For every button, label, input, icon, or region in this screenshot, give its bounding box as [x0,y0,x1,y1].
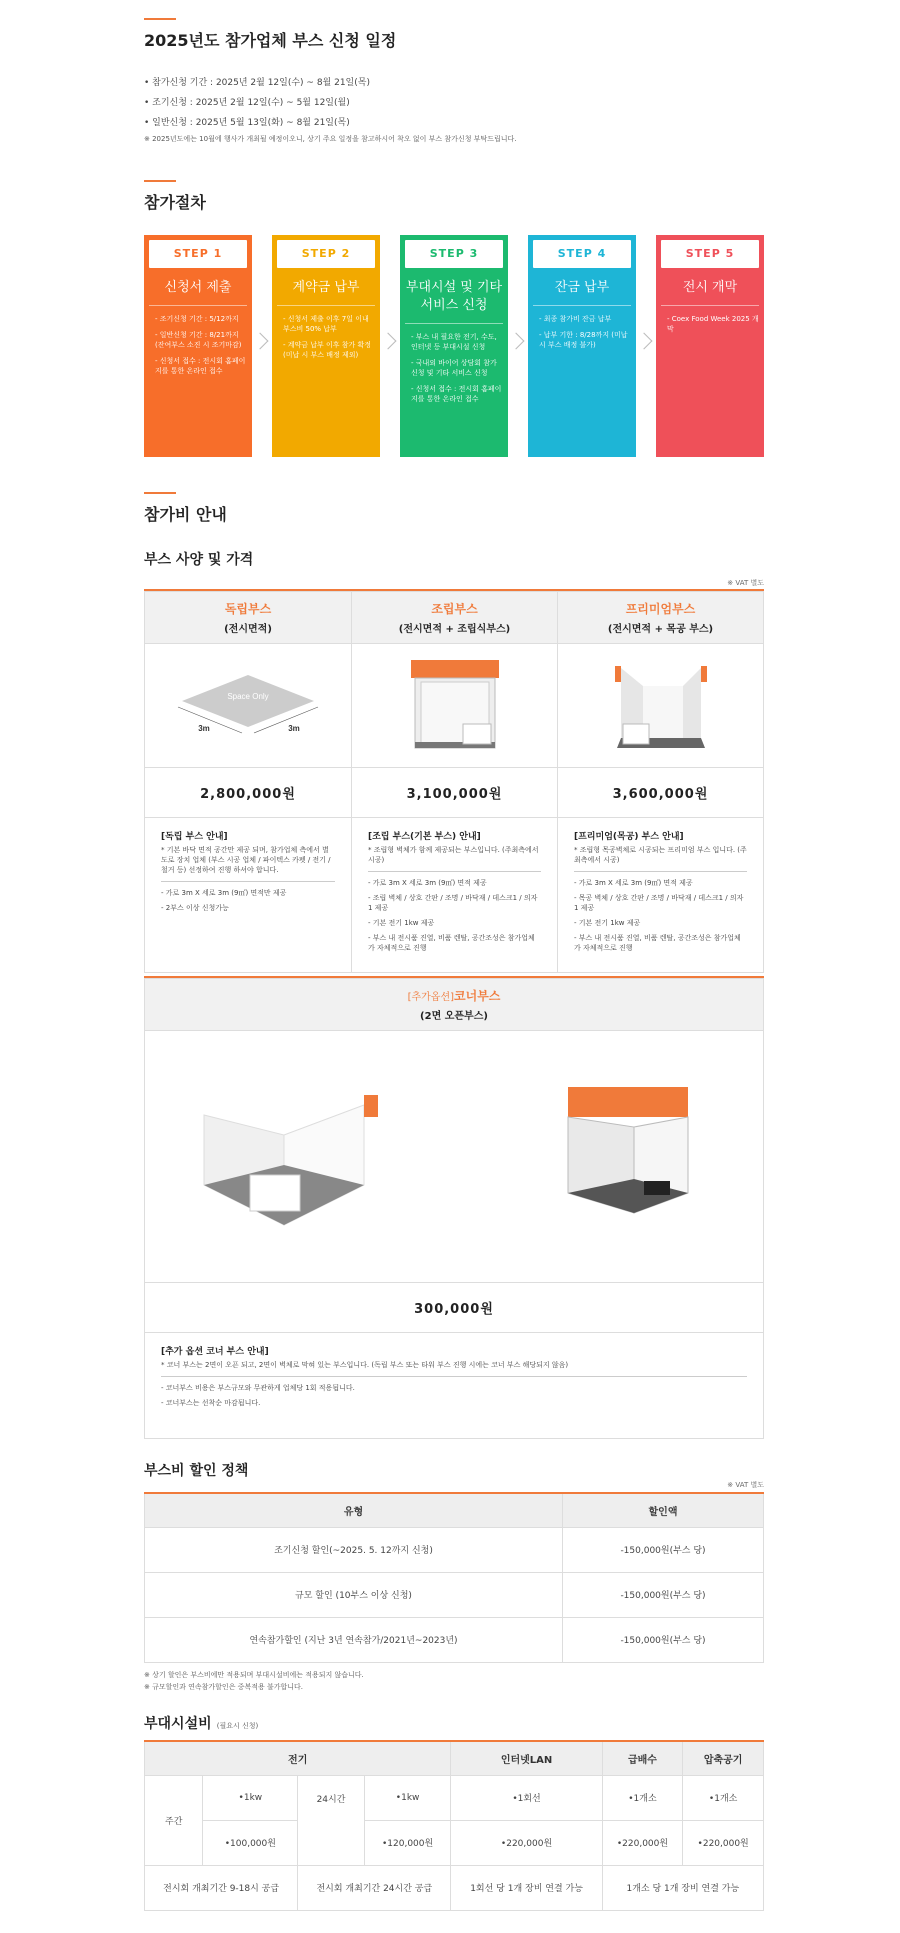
table-row [145,1572,764,1617]
info-item: - 부스 내 전시품 진열, 비품 렌탈, 공간조성은 참가업체가 자체적으로 진행 [574,934,741,952]
step-item: - 일반신청 기간 : 8/21까지 (잔여부스 소진 시 조기마감) [155,331,242,349]
table-header: 압축공기 [683,1741,764,1775]
dimension-label: 3m [198,723,210,733]
step-item: - 국내외 바이어 상담회 참가 신청 및 기타 서비스 신청 [411,359,497,377]
info-item: - 2부스 이상 신청가능 [161,904,229,912]
discount-section [144,1460,763,1480]
corner-prefix: [추가옵션] [407,992,455,1003]
table-cell: 연속참가할인 (지난 3년 연속참가/2021년~2023년) [145,1617,563,1662]
vat-note: ※ VAT 별도 [727,1481,764,1489]
corner-name: 코너부스 [454,989,501,1003]
table-row [145,1820,764,1865]
booth-table [144,589,764,973]
step-item: - 조기신청 기간 : 5/12까지 [155,315,239,323]
procedure-section [144,180,763,213]
info-title: [추가 옵션 코너 부스 안내] [161,1347,269,1357]
price-unit: 원 [282,787,296,802]
dimension-label: 3m [288,723,300,733]
booth-header [558,592,764,644]
table-cell: •1개소 [602,1775,683,1820]
space-only-image [145,644,352,768]
fee-section [144,492,763,569]
corner-booth-images [145,1031,764,1283]
table-cell: •220,000원 [451,1820,602,1865]
booth-info [352,818,558,973]
step-card [400,235,508,457]
step-card [144,235,252,457]
info-item: - 기본 전기 1kw 제공 [574,919,641,927]
info-title: [프리미엄(목공) 부스 안내] [574,832,684,842]
chevron-right-icon [252,333,269,350]
booth-header [352,592,558,644]
info-item: - 가로 3m X 세로 3m (9㎡) 면적 제공 [574,879,693,887]
info-item: - 가로 3m X 세로 3m (9㎡) 면적 제공 [368,879,487,887]
table-cell: -150,000원(부스 당) [563,1527,764,1572]
table-cell: 전시회 개최기간 9-18시 공급 [145,1865,298,1910]
info-item: - 부스 내 전시품 진열, 비품 렌탈, 공간조성은 참가업체가 자체적으로 진행 [368,934,535,952]
list-item: • 일반신청 : 2025년 5월 13일(화) ~ 8월 21일(목) [144,118,350,128]
corner-header [145,979,764,1031]
info-item: - 코너부스 비용은 부스규모와 무관하게 업체당 1회 적용됩니다. [161,1384,355,1392]
step-item: - 신청서 제출 이후 7일 이내 부스비 50% 납부 [283,315,369,333]
price-value: 3,600,000 [612,787,695,802]
list-item: • 참가신청 기간 : 2025년 2월 12일(수) ~ 8월 21일(목) [144,78,370,88]
info-item: - 기본 전기 1kw 제공 [368,919,435,927]
info-item: - 코너부스는 선착순 마감됩니다. [161,1399,261,1407]
step-item: - 신청서 접수 : 전시회 홈페이지를 통한 온라인 접수 [411,385,502,403]
step-title: 전시 개막 [661,279,759,306]
booth-name: 프리미엄부스 [625,602,696,616]
table-header: 인터넷LAN [451,1741,602,1775]
table-row [145,1775,764,1820]
facility-subtitle: (필요시 신청) [216,1722,259,1730]
booth-name: 독립부스 [224,602,272,616]
table-cell: -150,000원(부스 당) [563,1572,764,1617]
booth-info [145,818,352,973]
step-tag: STEP 3 [405,240,503,268]
step-tag: STEP 1 [149,240,247,268]
info-item: - 목공 벽체 / 상호 간판 / 조명 / 바닥재 / 데스크1 / 의자1 제공 [574,894,744,912]
info-desc: * 조립형 목공벽체로 시공되는 프리미엄 부스 입니다. (주최측에서 시공) [574,846,747,864]
table-cell: •1kw [203,1775,298,1820]
table-cell: 1개소 당 1개 장비 연결 가능 [602,1865,763,1910]
info-desc: * 코너 부스는 2면이 오픈 되고, 2면이 벽체로 막혀 있는 부스입니다. (독립 부스 또는 타워 부스 진행 시에는 코너 부스 해당되지 않음) [161,1361,569,1369]
table-cell: •1회선 [451,1775,602,1820]
table-cell: •120,000원 [364,1820,451,1865]
booth-header [145,592,352,644]
step-card [528,235,636,457]
section-accent [144,180,176,182]
step-card [272,235,380,457]
booth-sub: (전시면적 + 조립식부스) [398,624,511,635]
chevron-right-icon [508,333,525,350]
booth-name: 조립부스 [431,602,478,616]
table-cell: 조기신청 할인(~2025. 5. 12까지 신청) [145,1527,563,1572]
price-unit: 원 [694,787,709,802]
steps [144,235,764,457]
discount-title: 부스비 할인 정책 [144,1463,249,1479]
premium-booth-image [558,644,764,768]
step-item: - Coex Food Week 2025 개막 [667,315,759,333]
price-value: 2,800,000 [200,787,283,802]
table-row [145,1865,764,1910]
price-unit: 원 [488,787,503,802]
step-card [656,235,764,457]
discount-note: ※ 상기 할인은 부스비에만 적용되며 부대시설비에는 적용되지 않습니다. [144,1670,364,1679]
step-title: 신청서 제출 [149,279,247,306]
info-item: - 조립 벽체 / 상호 간판 / 조명 / 바닥재 / 데스크1 / 의자1 제공 [368,894,538,912]
corner-info [145,1333,764,1439]
table-cell: •1kw [364,1775,451,1820]
step-tag: STEP 4 [533,240,631,268]
table-cell: -150,000원(부스 당) [563,1617,764,1662]
schedule-list [144,73,763,133]
chevron-right-icon [636,333,653,350]
step-tag: STEP 5 [661,240,759,268]
table-cell: 24시간 [298,1775,365,1865]
step-item: - 신청서 접수 : 전시회 홈페이지를 통한 온라인 접수 [155,357,246,375]
procedure-title: 참가절차 [144,193,206,212]
step-item: - 납부 기한 : 8/28까지 (미납 시 부스 배정 불가) [539,331,628,349]
section-accent [144,492,176,494]
table-header: 전기 [145,1741,451,1775]
price-unit: 원 [480,1302,494,1317]
info-desc: * 조립형 벽체가 함께 제공되는 부스입니다. (주최측에서 시공) [368,846,539,864]
table-cell: 전시회 개최기간 24시간 공급 [298,1865,451,1910]
fee-subtitle: 부스 사양 및 가격 [144,552,254,568]
schedule-note: ※ 2025년도에는 10월에 행사가 개최될 예정이오니, 상기 주요 일정을 참고하시어 착오 없이 부스 참가신청 부탁드립니다. [144,135,517,143]
table-cell: •1개소 [683,1775,764,1820]
schedule-title: 2025년도 참가업체 부스 신청 일정 [144,31,397,50]
step-item: - 계약금 납부 이후 참가 확정 (미납 시 부스 배정 제외) [283,341,372,359]
vat-note: ※ VAT 별도 [727,579,764,587]
step-tag: STEP 2 [277,240,375,268]
booth-price [145,768,352,818]
step-item: - 부스 내 필요한 전기, 수도, 인터넷 등 부대시설 신청 [411,333,497,351]
step-item: - 최종 참가비 잔금 납부 [539,315,612,323]
price-value: 3,100,000 [406,787,489,802]
table-row [145,1527,764,1572]
corner-sub: (2면 오픈부스) [420,1011,488,1022]
table-header: 급배수 [602,1741,683,1775]
booth-price [558,768,764,818]
facility-section [144,1713,763,1733]
table-header: 할인액 [563,1493,764,1527]
discount-note: ※ 규모할인과 연속참가할인은 중복적용 불가합니다. [144,1682,303,1691]
info-item: - 가로 3m X 세로 3m (9㎡) 면적만 제공 [161,889,287,897]
facility-table [144,1740,764,1911]
table-cell: •100,000원 [203,1820,298,1865]
price-value: 300,000 [414,1302,481,1317]
info-title: [조립 부스(기본 부스) 안내] [368,832,481,842]
table-header: 유형 [145,1493,563,1527]
table-cell: •220,000원 [602,1820,683,1865]
schedule-section [144,18,763,145]
fee-title: 참가비 안내 [144,505,227,524]
info-desc: * 기본 바닥 면적 공간만 제공 되며, 참가업체 측에서 별도로 장치 업체 (부스 시공 업체 / 파이텍스 카펫 / 전기 / 철거 등) 선정하여 진행 하셔야 합니다. [161,846,331,874]
list-item: • 조기신청 : 2025년 2월 12일(수) ~ 5월 12일(월) [144,98,350,108]
booth-price [352,768,558,818]
table-cell: •220,000원 [683,1820,764,1865]
booth-sub: (전시면적) [224,624,272,635]
space-only-label: Space Only [227,691,269,701]
facility-title: 부대시설비 [144,1716,212,1732]
table-cell: 1회선 당 1개 장비 연결 가능 [451,1865,602,1910]
corner-price [145,1283,764,1333]
step-title: 계약금 납부 [277,279,375,306]
table-cell: 규모 할인 (10부스 이상 신청) [145,1572,563,1617]
discount-table [144,1492,764,1693]
shell-booth-image [352,644,558,768]
corner-booth-table [144,976,764,1439]
step-title: 잔금 납부 [533,279,631,306]
info-title: [독립 부스 안내] [161,832,228,842]
booth-sub: (전시면적 + 목공 부스) [607,624,714,635]
step-title: 부대시설 및 기타 서비스 신청 [405,279,503,324]
chevron-right-icon [380,333,397,350]
table-row [145,1617,764,1662]
booth-info [558,818,764,973]
table-cell: 주간 [145,1775,203,1865]
section-accent [144,18,176,20]
